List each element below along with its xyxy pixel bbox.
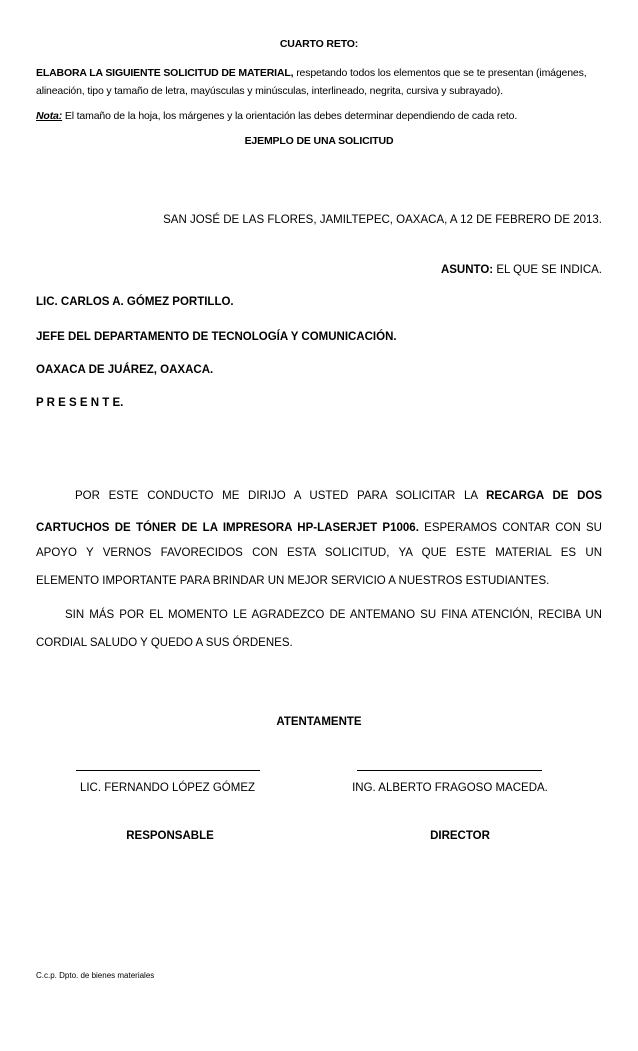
subject-label: ASUNTO: <box>440 264 494 276</box>
body1-line-1-text: POR ESTE CONDUCTO ME DIRIJO A USTED PARA SOLICITAR LA <box>75 490 487 502</box>
closing: ATENTAMENTE <box>276 716 362 728</box>
signature-line-right <box>357 770 542 771</box>
cc-note: C.c.p. Dpto. de bienes materiales <box>36 971 155 980</box>
note-label: Nota: <box>36 110 63 122</box>
recipient-position: JEFE DEL DEPARTAMENTO DE TECNOLOGÍA Y COMUNICACIÓN. <box>36 331 397 343</box>
body1-line-3: APOYO Y VERNOS FAVORECIDOS CON ESTA SOLICITUD, YA QUE ESTE MATERIAL ES UN <box>36 547 602 559</box>
note-line <box>36 110 517 122</box>
signature-line-left <box>76 770 260 771</box>
signer-left-role: RESPONSABLE <box>126 830 214 842</box>
instruction-line-1 <box>36 67 586 79</box>
signer-right-name: ING. ALBERTO FRAGOSO MACEDA. <box>352 782 548 794</box>
recipient-name: LIC. CARLOS A. GÓMEZ PORTILLO. <box>36 296 234 308</box>
place-date: SAN JOSÉ DE LAS FLORES, JAMILTEPEC, OAXACA, A 12 DE FEBRERO DE 2013. <box>163 214 602 226</box>
instruction-bold: ELABORA LA SIGUIENTE SOLICITUD DE MATERIAL, <box>36 67 294 79</box>
body1-line-1-bold: RECARGA DE DOS <box>486 490 602 502</box>
body1-line-4: ELEMENTO IMPORTANTE PARA BRINDAR UN MEJOR SERVICIO A NUESTROS ESTUDIANTES. <box>36 575 550 587</box>
subject-text: EL QUE SE INDICA. <box>493 264 602 276</box>
instruction-line-2: alineación, tipo y tamaño de letra, mayúsculas y minúsculas, interlineado, negrita, cursiva y subrayado). <box>36 85 503 97</box>
body1-line-2 <box>36 522 602 534</box>
signer-left-name: LIC. FERNANDO LÓPEZ GÓMEZ <box>79 782 256 794</box>
example-title: EJEMPLO DE UNA SOLICITUD <box>244 135 394 147</box>
body2-line-2: CORDIAL SALUDO Y QUEDO A SUS ÓRDENES. <box>36 637 293 649</box>
body1-line-2-bold: CARTUCHOS DE TÓNER DE LA IMPRESORA HP-LASERJET P1006. <box>36 522 419 534</box>
instruction-rest: respetando todos los elementos que se te presentan (imágenes, <box>293 67 587 79</box>
body1-line-1 <box>75 490 602 502</box>
present-line: P R E S E N T E. <box>36 397 124 409</box>
challenge-title: CUARTO RETO: <box>279 38 359 50</box>
note-text: El tamaño de la hoja, los márgenes y la orientación las debes determinar dependiendo de cada reto. <box>62 110 518 122</box>
signer-right-role: DIRECTOR <box>430 830 490 842</box>
body2-line-1: SIN MÁS POR EL MOMENTO LE AGRADEZCO DE ANTEMANO SU FINA ATENCIÓN, RECIBA UN <box>65 609 602 621</box>
subject-line <box>36 264 602 276</box>
body1-line-2-text: ESPERAMOS CONTAR CON SU <box>418 522 602 534</box>
recipient-city: OAXACA DE JUÁREZ, OAXACA. <box>36 364 214 376</box>
